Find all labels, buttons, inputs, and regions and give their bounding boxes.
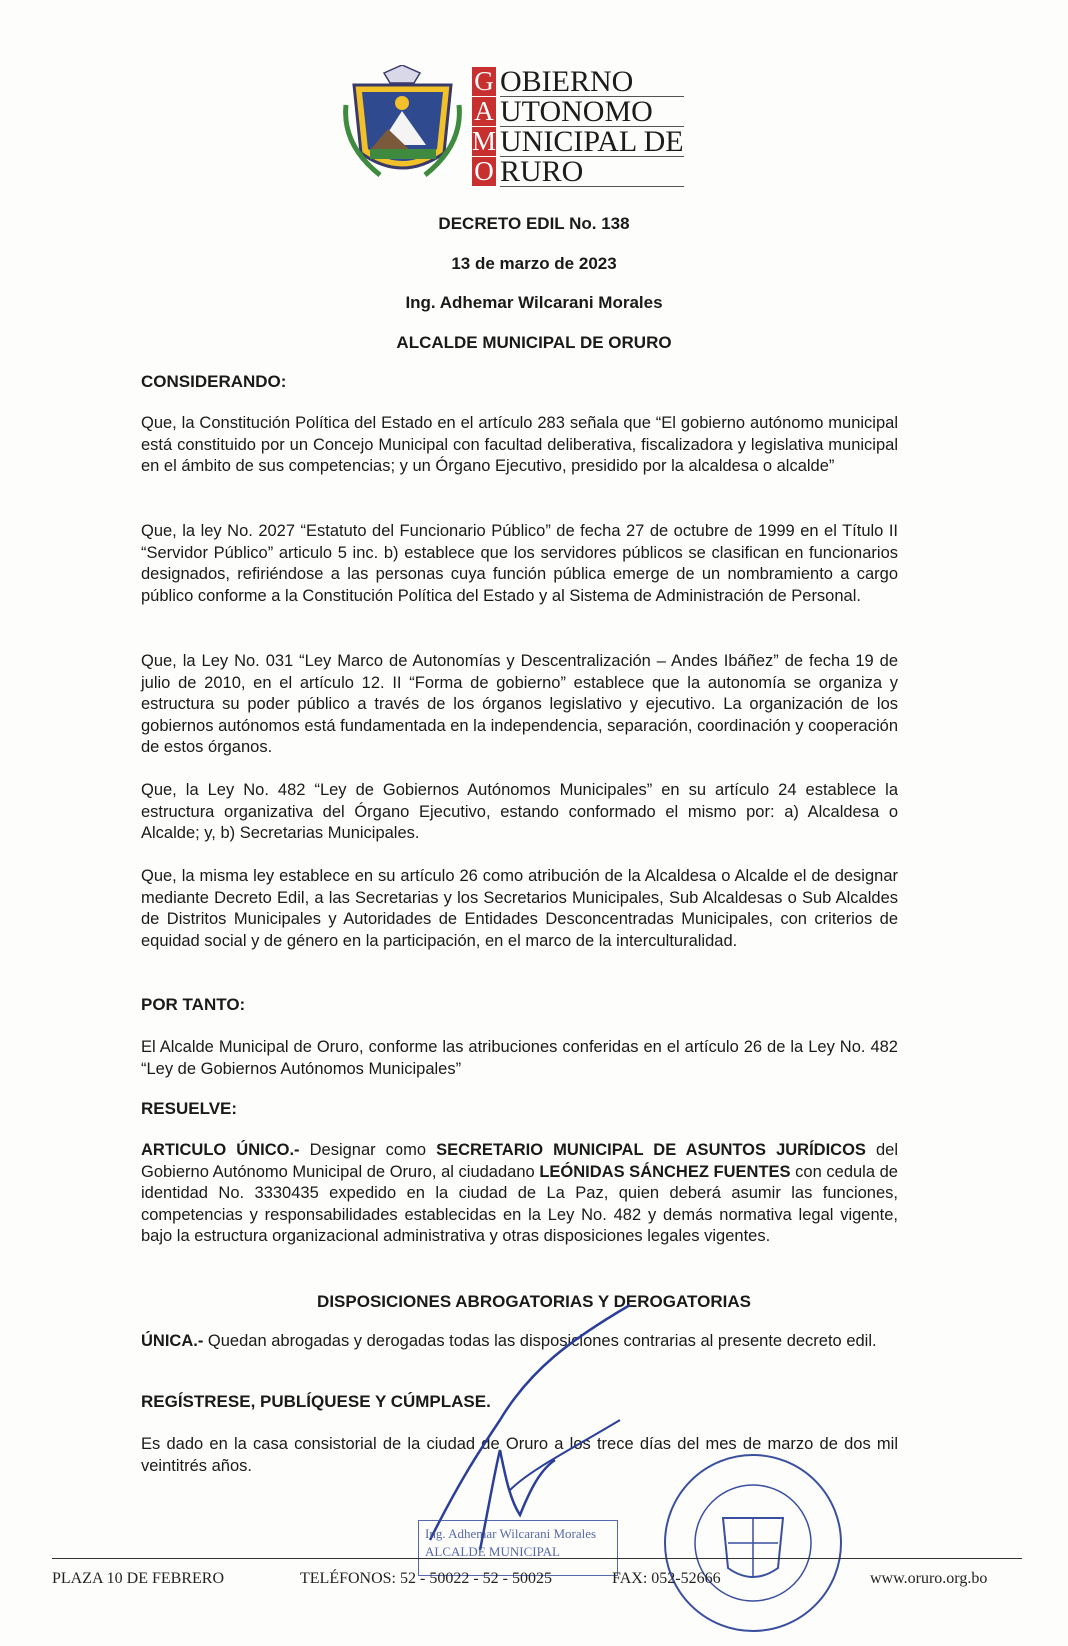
- considerando-paragraph-3: Que, la Ley No. 031 “Ley Marco de Autonomías y Descentralización – Andes Ibáñez” de fecha 19 de julio de 2010, en el artículo 12. II “Forma de gobierno” establece que la autonomía se organiza y estructura su poder público a través de los órganos legislativo y ejecutivo. La organización de los gobiernos autónomos está fundamentada en la independencia, separación, coordinación y cooperación de estos órganos.: [141, 652, 898, 756]
- brand-initials: [472, 66, 497, 186]
- footer-divider: [52, 1558, 1022, 1559]
- signature-stamp: [418, 1520, 618, 1576]
- wordmark-line: OBIERNO: [500, 67, 684, 97]
- wordmark-line: RURO: [500, 157, 684, 187]
- initial-o: O: [472, 157, 496, 186]
- article-text: con cedula de identidad No. 3330435 expedido en la ciudad de La Paz, quien deberá asumir las funciones, competencias y responsabilidades establecidas en la Ley No. 482 y demás normativa legal vigente, bajo la estructura organizacional administrativa y otras disposiciones legales vigentes.: [141, 1162, 898, 1245]
- appointed-post: SECRETARIO MUNICIPAL DE ASUNTOS JURÍDICOS: [436, 1141, 866, 1159]
- considerando-paragraph-2: Que, la ley No. 2027 “Estatuto del Funcionario Público” de fecha 27 de octubre de 1999 en el Título II “Servidor Público” articulo 5 inc. b) establece que los servidores públicos se clasifican en funcionarios designados, refiriéndose a las personas cuya función pública emerge de un nombramiento a cargo público conforme a la Constitución Política del Estado y al Sistema de Administración de Personal.: [141, 522, 898, 605]
- footer-fax: FAX: 052-52666: [612, 1570, 721, 1587]
- brand-wordmark: [500, 67, 684, 187]
- considerando-paragraph-1: Que, la Constitución Política del Estado en el artículo 283 señala que “El gobierno autónomo municipal está constituido por un Concejo Municipal con facultad deliberativa, fiscalizadora y legislativa municipal en el ámbito de sus competencias; y un Órgano Ejecutivo, presidido por la alcaldesa o alcalde”: [141, 414, 898, 475]
- decree-date: 13 de marzo de 2023: [451, 254, 617, 273]
- resuelve-label: RESUELVE:: [141, 1099, 238, 1118]
- wordmark-line: UTONOMO: [500, 97, 684, 127]
- initial-g: G: [472, 67, 496, 96]
- considerando-paragraph-5: Que, la misma ley establece en su artículo 26 como atribución de la Alcaldesa o Alcalde el de designar mediante Decreto Edil, a las Secretarias y los Secretarios Municipales, Sub Alcaldesas o Sub Alcaldes de Distritos Municipales y Autoridades de Entidades Desconcentradas Municipales, con criterios de equidad social y de género en la participación, en el marco de la interculturalidad.: [141, 867, 898, 950]
- footer-website[interactable]: www.oruro.org.bo: [870, 1570, 988, 1587]
- considerando-paragraph-4: Que, la Ley No. 482 “Ley de Gobiernos Autónomos Municipales” en su artículo 24 establece la estructura organizativa del Órgano Ejecutivo, estando conformado el mismo por: a) Alcaldesa o Alcalde; y, b) Secretarias Municipales.: [141, 781, 898, 842]
- por-tanto-text: El Alcalde Municipal de Oruro, conforme las atribuciones conferidas en el artículo 26 de la Ley No. 482 “Ley de Gobiernos Autónomos Municipales”: [141, 1038, 898, 1078]
- article-text: Designar como: [299, 1141, 437, 1159]
- article-label: ARTICULO ÚNICO.-: [141, 1141, 300, 1159]
- signature-stamp-title: ALCALDE MUNICIPAL: [425, 1544, 560, 1559]
- official-seal-icon: [658, 1448, 848, 1638]
- footer-phones: TELÉFONOS: 52 - 50022 - 52 - 50025: [300, 1570, 552, 1587]
- initial-m: M: [472, 126, 497, 156]
- article-text: del Gobierno Autónomo Municipal de Oruro, al ciudadano: [141, 1141, 898, 1181]
- mayor-office: ALCALDE MUNICIPAL DE ORURO: [396, 333, 672, 352]
- decree-number: DECRETO EDIL No. 138: [438, 214, 630, 233]
- given-clause: Es dado en la casa consistorial de la ciudad de Oruro a los trece días del mes de marzo de dos mil veintitrés años.: [141, 1435, 898, 1475]
- resuelve-article: [141, 1140, 898, 1248]
- signature-stamp-name: Ing. Adhemar Wilcarani Morales: [425, 1526, 597, 1541]
- unica-text: Quedan abrogadas y derogadas todas las disposiciones contrarias al presente decreto edil.: [203, 1332, 877, 1350]
- mayor-name: Ing. Adhemar Wilcarani Morales: [405, 293, 663, 312]
- initial-a: A: [472, 97, 496, 126]
- por-tanto-label: POR TANTO:: [141, 995, 246, 1014]
- wordmark-line: UNICIPAL DE: [500, 125, 684, 158]
- appointed-person: LEÓNIDAS SÁNCHEZ FUENTES: [539, 1162, 791, 1181]
- letterhead: [340, 55, 740, 190]
- disposiciones-heading: DISPOSICIONES ABROGATORIAS Y DEROGATORIAS: [317, 1292, 751, 1311]
- unica-label: ÚNICA.-: [141, 1332, 204, 1350]
- footer-address: PLAZA 10 DE FEBRERO: [52, 1570, 225, 1587]
- considerando-label: CONSIDERANDO:: [141, 372, 287, 391]
- register-clause: REGÍSTRESE, PUBLÍQUESE Y CÚMPLASE.: [141, 1392, 491, 1411]
- municipal-crest-icon: [340, 65, 465, 185]
